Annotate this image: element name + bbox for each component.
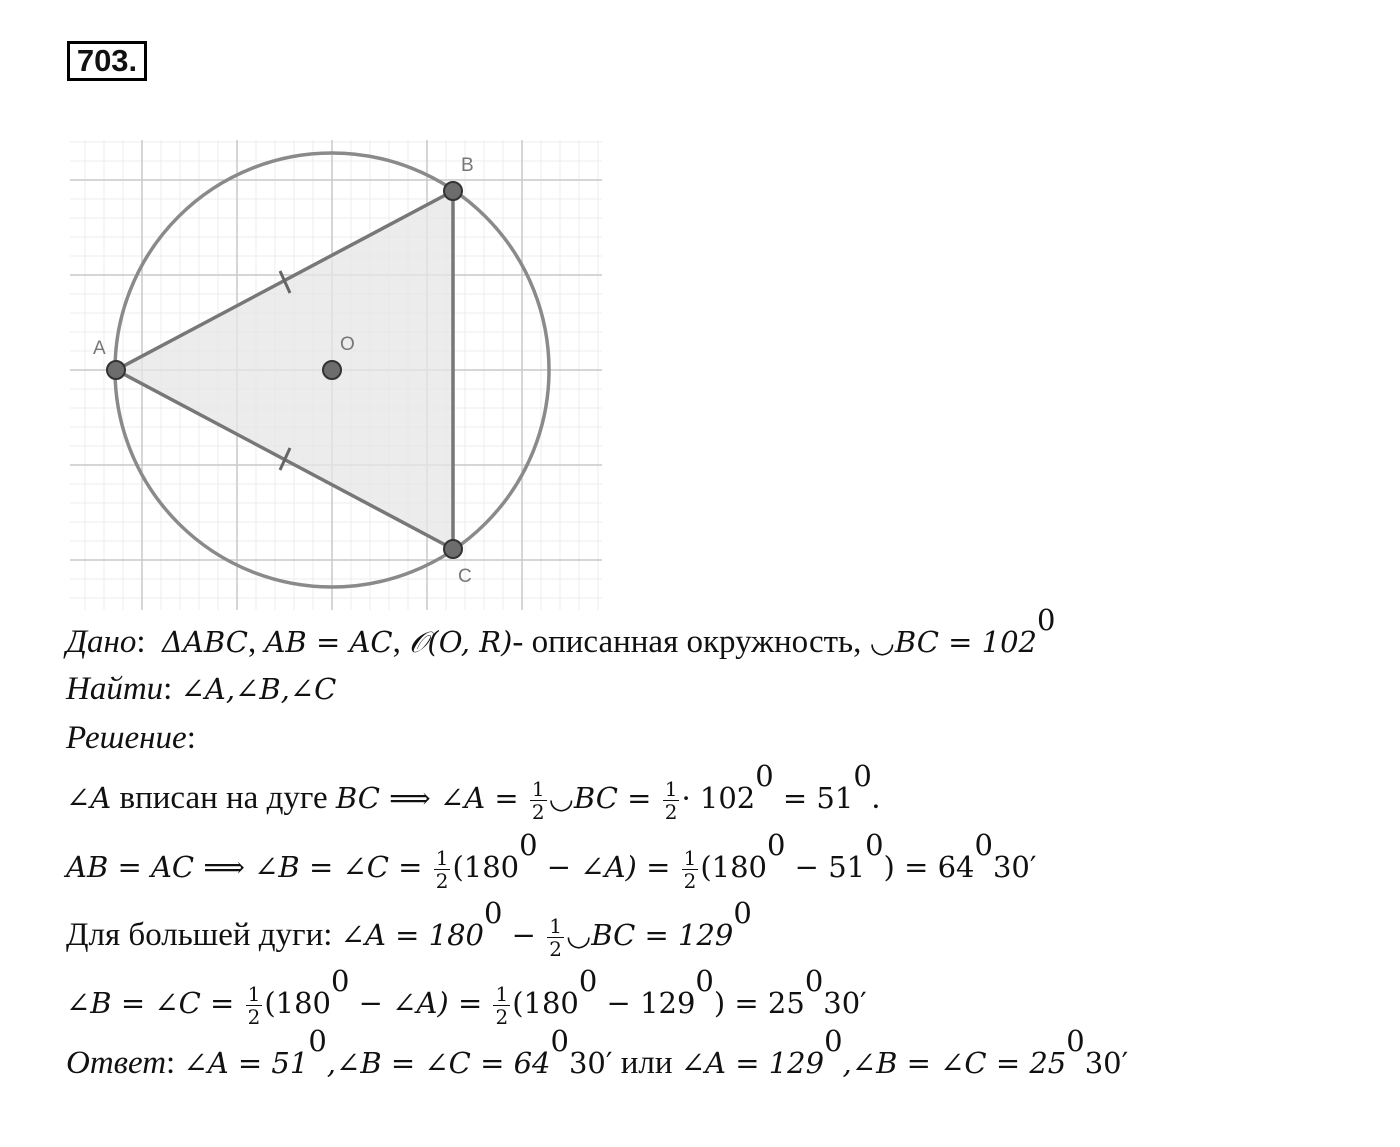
solution-heading: Решение: (66, 720, 196, 756)
degree-sign: 0 (695, 964, 714, 998)
degree-sign: 0 (865, 828, 884, 862)
solution-step-2 (66, 828, 1037, 893)
step3-minus: − (502, 917, 546, 952)
fraction-numerator: 1 (683, 845, 697, 870)
step2-expr-5: − 51 (785, 849, 866, 884)
degree-sign: 0 (853, 759, 872, 793)
fraction-denominator: 2 (435, 868, 449, 893)
point-b (444, 182, 462, 200)
degree-sign: 0 (733, 896, 752, 930)
solution-step-3 (66, 896, 752, 961)
step4-expr-6: ) = 25 (713, 985, 805, 1020)
answer-expr-4: ∠A = 129 (680, 1045, 825, 1080)
step4-expr-7: 30′ (823, 985, 867, 1020)
step1-angle: ∠A (66, 780, 112, 815)
degree-sign: 0 (804, 964, 824, 998)
step3-expr-2: ◡BC = 129 (565, 917, 734, 952)
geometry-figure (70, 140, 602, 610)
given-triangle: ΔABC (162, 624, 248, 659)
fraction-half (547, 915, 564, 960)
fraction-denominator: 2 (531, 799, 545, 824)
point-o (323, 361, 341, 379)
fraction-denominator: 2 (664, 799, 678, 824)
answer-expr-1: ∠A = 51 (183, 1045, 309, 1080)
step4-expr-1: ∠B = ∠C = (66, 985, 244, 1020)
step4-expr-4: (180 (512, 985, 579, 1020)
solution-label: Решение (66, 720, 187, 756)
answer-expr-2: ,∠B = ∠C = 64 (326, 1045, 551, 1080)
fraction-numerator: 1 (549, 913, 562, 938)
degree-sign: 0 (484, 896, 503, 930)
degree-sign: 0 (330, 964, 350, 998)
step2-expr-1: AB = AC ⟹ ∠B = ∠C = (66, 849, 432, 884)
fraction-denominator: 2 (247, 1004, 261, 1029)
given-description: - описанная окружность, (512, 623, 862, 660)
step1-period: . (871, 779, 881, 816)
given-arc: ◡BC = 102 (869, 624, 1038, 659)
degree-sign: 0 (974, 828, 993, 862)
step4-expr-3: − ∠A) = (349, 985, 492, 1020)
given-line: Дано: ΔABC, AB = AC, 𝒪(O, R)- описанная окружность, ◡BC = $102^0$ (66, 603, 1056, 660)
step3-text: Для большей дуги: (66, 916, 341, 953)
given-label: Дано (66, 623, 137, 660)
degree-sign: 0 (755, 759, 774, 793)
triangle-abc (116, 191, 453, 549)
step2-expr-3: − ∠A) = (537, 849, 680, 884)
answer-expr-5: ,∠B = ∠C = 25 (842, 1045, 1067, 1080)
fraction-half (530, 778, 547, 823)
fraction-half (246, 983, 263, 1028)
solution-step-1 (66, 759, 881, 824)
solution-step-4 (66, 964, 867, 1029)
answer-expr-3: 30′ (568, 1045, 613, 1080)
fraction-numerator: 1 (435, 845, 449, 870)
label-o: O (340, 334, 355, 355)
degree-sign: 0 (519, 828, 538, 862)
degree-sign: 0 (824, 1024, 843, 1058)
fraction-numerator: 1 (531, 776, 545, 801)
fraction-numerator: 1 (664, 776, 678, 801)
step1-expr-2: ◡BC = (548, 780, 661, 815)
label-a: A (93, 338, 106, 359)
step4-expr-2: (180 (264, 985, 331, 1020)
find-line: Найти: ∠A,∠B,∠C (66, 671, 337, 707)
step1-expr-3: · 102 (681, 780, 756, 815)
step1-text: вписан на дуге (111, 779, 336, 816)
step1-expr-1: BC ⟹ ∠A = (335, 780, 528, 815)
fraction-denominator: 2 (549, 936, 562, 961)
label-b: B (461, 155, 474, 176)
degree-sign: 0 (550, 1024, 569, 1058)
step2-expr-4: (180 (700, 849, 767, 884)
step1-expr-4: = 51 (773, 780, 854, 815)
answer-label: Ответ (66, 1044, 167, 1081)
degree-sign: 0 (1066, 1024, 1085, 1058)
point-c (444, 540, 462, 558)
step4-expr-5: − 129 (597, 985, 696, 1020)
fraction-denominator: 2 (683, 868, 697, 893)
fraction-half (493, 983, 510, 1028)
degree-sign: 0 (578, 964, 598, 998)
fraction-half (663, 778, 680, 823)
find-label: Найти (66, 671, 164, 707)
given-equality: AB = AC (264, 624, 393, 659)
degree-sign: 0 (1037, 603, 1056, 637)
label-c: C (458, 566, 472, 587)
step2-expr-7: 30′ (992, 849, 1037, 884)
fraction-numerator: 1 (495, 981, 509, 1006)
step2-expr-2: (180 (452, 849, 520, 884)
given-circle: 𝒪(O, R) (409, 624, 513, 659)
point-a (107, 361, 125, 379)
step3-expr-1: ∠A = 180 (340, 917, 484, 952)
problem-number: 703. (67, 41, 147, 81)
degree-sign: 0 (308, 1024, 327, 1058)
fraction-half (682, 847, 699, 892)
fraction-half (434, 847, 451, 892)
answer-expr-6: 30′ (1084, 1045, 1129, 1080)
answer-line: Ответ: ∠A = $51^0,\angle B$ = ∠C = $64^030'$ или ∠A = $129^0,\angle B$ = ∠C = $25^030'$ (66, 1024, 1129, 1081)
fraction-denominator: 2 (495, 1004, 509, 1029)
step2-expr-6: ) = 64 (883, 849, 975, 884)
find-value: ∠A,∠B,∠C (180, 672, 337, 706)
answer-or: или (612, 1044, 681, 1081)
degree-sign: 0 (767, 828, 786, 862)
fraction-numerator: 1 (247, 981, 261, 1006)
